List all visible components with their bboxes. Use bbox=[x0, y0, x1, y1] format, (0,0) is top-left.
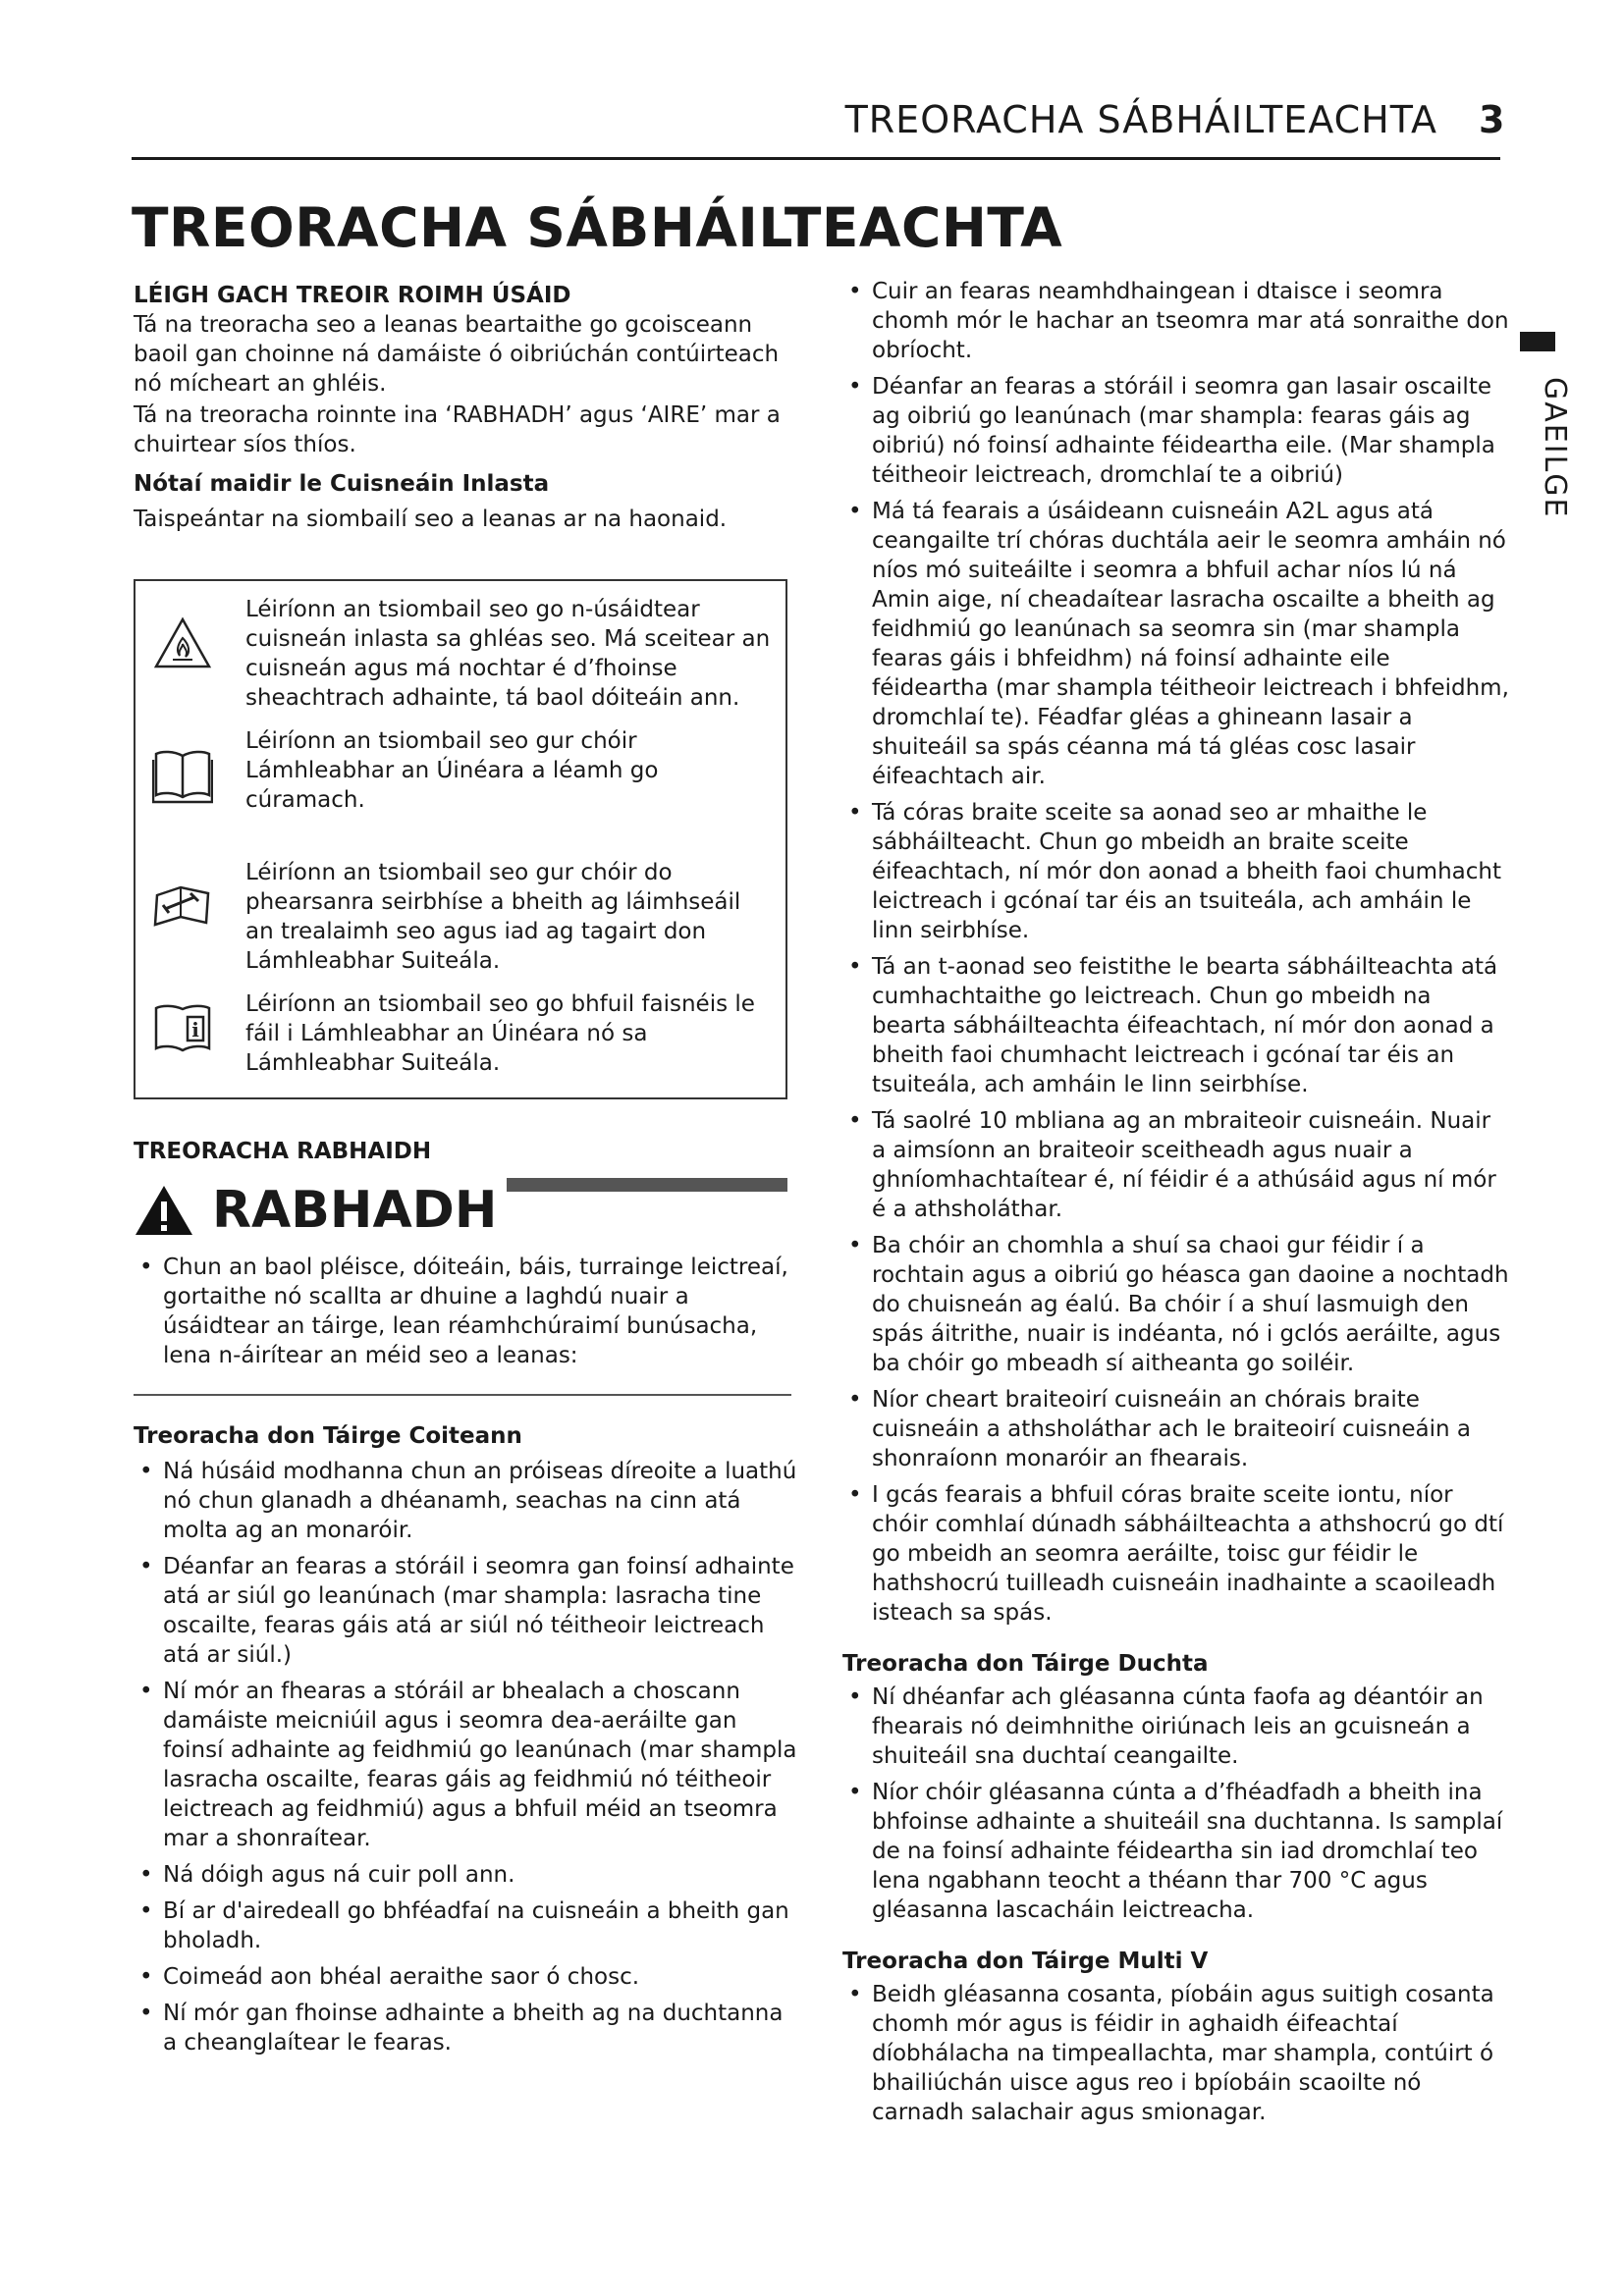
symbol-legend-box bbox=[134, 579, 787, 1099]
list-item: • I gcás fearais a bhfuil córas braite sceite iontu, níor chóir comhlaí dúnadh sábháilteachta a athshocrú go dtí go mbeidh an seomra aeráilte, toisc gur féidir le hathshocrú tuilleadh cuisneáin inadhainte a scaoileadh isteach sa spás. bbox=[842, 1480, 1510, 1628]
list-item: • Ná dóigh agus ná cuir poll ann. bbox=[134, 1860, 797, 1890]
list-item: • Níor cheart braiteoirí cuisneáin an chórais braite cuisneáin a athsholáthar ach le braiteoirí cuisneáin a shonraíonn monaróir an fhearais. bbox=[842, 1385, 1510, 1473]
symbol-description: Léiríonn an tsiombail seo gur chóir Lámhleabhar an Úinéara a léamh go cúramach. bbox=[245, 728, 659, 813]
symbol-description: Léiríonn an tsiombail seo go n-úsáidtear cuisneán inlasta sa ghléas seo. Má sceitear an cuisneán agus má nochtar é d’fhoinse sheachtrach adhainte, tá baol dóiteáin ann. bbox=[245, 597, 771, 711]
warning-banner bbox=[134, 1178, 797, 1247]
header-divider bbox=[132, 157, 1500, 160]
intro-paragraph-2: Tá na treoracha roinnte ina ‘RABHADH’ agus ‘AIRE’ mar a chuirtear síos thíos. bbox=[134, 402, 781, 457]
symbol-row bbox=[135, 595, 785, 713]
service-manual-icon bbox=[135, 858, 230, 931]
info-book-icon bbox=[135, 989, 230, 1056]
warning-banner-bar bbox=[507, 1178, 787, 1192]
list-item: • Déanfar an fearas a stóráil i seomra gan foinsí adhainte atá ar siúl go leanúnach (mar shampla: lasracha tine oscailte, fearas gáis atá ar siúl nó téitheoir leictreach atá ar siúl.) bbox=[134, 1552, 797, 1670]
warning-label-text: RABHADH bbox=[212, 1181, 498, 1240]
multiv-heading: Treoracha don Táirge Multi V bbox=[842, 1949, 1209, 1974]
page-title: TREORACHA SÁBHÁILTEACHTA bbox=[132, 196, 1063, 259]
list-item: • Níor chóir gléasanna cúnta a d’fhéadfadh a bheith ina bhfoinse adhainte a shuiteáil sna duchtanna. Is samplaí de na foinsí adhainte féideartha sin iad dromchlaí teo lena ngabhann teocht a théann thar 700 °C agus gléasanna lascacháin leictreacha. bbox=[842, 1778, 1510, 1925]
list-item: • Cuir an fearas neamhdhaingean i dtaisce i seomra chomh mór le hachar an tseomra mar atá sonraithe don obríocht. bbox=[842, 277, 1510, 365]
symbol-row bbox=[135, 858, 785, 976]
list-item: • Tá córas braite sceite sa aonad seo ar mhaithe le sábháilteacht. Chun go mbeidh an braite sceite éifeachtach, ní mór don aonad a bheith faoi chumhacht leictreach i gcónaí tar éis an tsuiteála, ach amháin le linn seirbhíse. bbox=[842, 798, 1510, 945]
side-tab-label: GAEILGE bbox=[1538, 377, 1572, 519]
header-title: TREORACHA SÁBHÁILTEACHTA bbox=[844, 98, 1437, 141]
list-item: • Tá saolré 10 mbliana ag an mbraiteoir cuisneáin. Nuair a aimsíonn an braiteoir sceitheadh agus nuair a ghníomhachtaítear é, ní féidir é a athúsáid agus ní mór é a athsholáthar. bbox=[842, 1106, 1510, 1224]
symbol-description: Léiríonn an tsiombail seo gur chóir do phearsanra seirbhíse a bheith ag láimhseáil an trealaimh seo agus iad ag tagairt don Lámhleabhar Suiteála. bbox=[245, 860, 741, 974]
list-item: • Ná húsáid modhanna chun an próiseas díreoite a luathú nó chun glanadh a dhéanamh, seachas na cinn atá molta ag an monaróir. bbox=[134, 1457, 797, 1545]
notes-paragraph: Taispeántar na siombailí seo a leanas ar na haonaid. bbox=[134, 507, 728, 532]
list-item: • Tá an t-aonad seo feistithe le bearta sábháilteachta atá cumhachtaithe go leictreach. Chun go mbeidh na bearta sábháilteachta éifeachtach, ní mór don aonad a bheith faoi chumhacht leictreach i gcónaí tar éis an tsuiteála, ach amháin le linn seirbhíse. bbox=[842, 952, 1510, 1099]
intro-paragraph-1: Tá na treoracha seo a leanas beartaithe go gcoisceann baoil gan choinne ná damáiste ó oibriúchán contúirteach nó mícheart an ghléis. bbox=[134, 312, 780, 397]
page-number: 3 bbox=[1479, 98, 1505, 141]
duct-bullet-list bbox=[842, 1682, 1510, 1925]
warning-triangle-icon bbox=[134, 1184, 194, 1237]
left-column bbox=[134, 277, 797, 2064]
list-item: • Ní mór an fhearas a stóráil ar bhealach a choscann damáiste meicniúil agus i seomra dea-aeráilte gan foinsí adhainte ag feidhmiú go leanúnach (mar shampla lasracha oscailte, fearas gáis ag feidhmiú nó téitheoir leictreach ag feidhmiú) agus a bhfuil méid an tseomra mar a shonraítear. bbox=[134, 1677, 797, 1853]
intro-heading: LÉIGH GACH TREOIR ROIMH ÚSÁID bbox=[134, 283, 571, 308]
list-item: • Beidh gléasanna cosanta, píobáin agus suitigh cosanta chomh mór agus is féidir in aghaidh éifeachtaí díobhálacha na timpeallachta, mar shampla, contúirt ó bhailiúchán uisce agus reo i bpíobáin scaoilte nó carnadh salachair agus smionagar. bbox=[842, 1980, 1510, 2127]
right-bullet-list bbox=[842, 277, 1510, 1628]
section-divider bbox=[134, 1394, 791, 1396]
symbol-row bbox=[135, 726, 785, 844]
warning-section-heading: TREORACHA RABHAIDH bbox=[134, 1139, 432, 1164]
general-bullet-list bbox=[134, 1457, 797, 2057]
right-column bbox=[842, 277, 1510, 2134]
svg-text:i: i bbox=[191, 1018, 199, 1041]
list-item: • Ní dhéanfar ach gléasanna cúnta faofa ag déantóir an fhearais nó deimhnithe oiriúnach leis an gcuisneán a shuiteáil sna duchtaí ceangailte. bbox=[842, 1682, 1510, 1771]
multiv-bullet-list bbox=[842, 1980, 1510, 2127]
list-item: • Má tá fearais a úsáideann cuisneáin A2L agus atá ceangailte trí chóras duchtála aeir le seomra amháin nó níos mó suiteáilte i seomra a bhfuil achar níos lú ná Amin aige, ní cheadaítear lasracha oscailte a bheith ag feidhmiú go leanúnach sa seomra sin (mar shampla fearas gáis i bhfeidhm) ná foinsí adhainte eile féideartha (mar shampla téitheoir leictreach i bhfeidhm, dromchlaí te). Féadfar gléas a ghineann lasair a shuiteáil sa spás céanna má tá gléas cosc lasair éifeachtach air. bbox=[842, 497, 1510, 791]
side-tab-marker bbox=[1520, 332, 1555, 351]
manual-book-icon bbox=[135, 726, 230, 805]
general-heading: Treoracha don Táirge Coiteann bbox=[134, 1423, 522, 1449]
flammable-warning-icon bbox=[135, 595, 230, 669]
duct-heading: Treoracha don Táirge Duchta bbox=[842, 1651, 1209, 1677]
list-item: • Déanfar an fearas a stóráil i seomra gan lasair oscailte ag oibriú go leanúnach (mar shampla: fearas gáis ag oibriú) nó foinsí adhainte féideartha eile. (Mar shampla téitheoir leictreach, dromchlaí te a oibriú) bbox=[842, 372, 1510, 490]
list-item: • Coimeád aon bhéal aeraithe saor ó chosc. bbox=[134, 1962, 797, 1992]
notes-heading: Nótaí maidir le Cuisneáin Inlasta bbox=[134, 471, 550, 497]
list-item: • Bí ar d'airedeall go bhféadfaí na cuisneáin a bheith gan bholadh. bbox=[134, 1896, 797, 1955]
warning-label bbox=[134, 1181, 498, 1240]
list-item: • Ní mór gan fhoinse adhainte a bheith ag na duchtanna a cheanglaítear le fearas. bbox=[134, 1999, 797, 2057]
symbol-description: Léiríonn an tsiombail seo go bhfuil faisnéis le fáil i Lámhleabhar an Úinéara nó sa Lámhleabhar Suiteála. bbox=[245, 991, 755, 1076]
symbol-row bbox=[135, 989, 785, 1084]
list-item: • Ba chóir an chomhla a shuí sa chaoi gur féidir í a rochtain agus a oibriú go héasca gan daoine a nochtadh do chuisneán ag éalú. Ba chóir í a shuí lasmuigh den spás áitrithe, nuair is indéanta, nó i gclós aeráilte, agus ba chóir go mbeadh sí aitheanta go soiléir. bbox=[842, 1231, 1510, 1378]
warning-bullet: • Chun an baol pléisce, dóiteáin, báis, turrainge leictreaí, gortaithe nó scallta ar dhuine a laghdú nuair a úsáidtear an táirge, lean réamhchúraimí bunúsacha, lena n-áirítear an méid seo a leanas: bbox=[134, 1253, 797, 1370]
